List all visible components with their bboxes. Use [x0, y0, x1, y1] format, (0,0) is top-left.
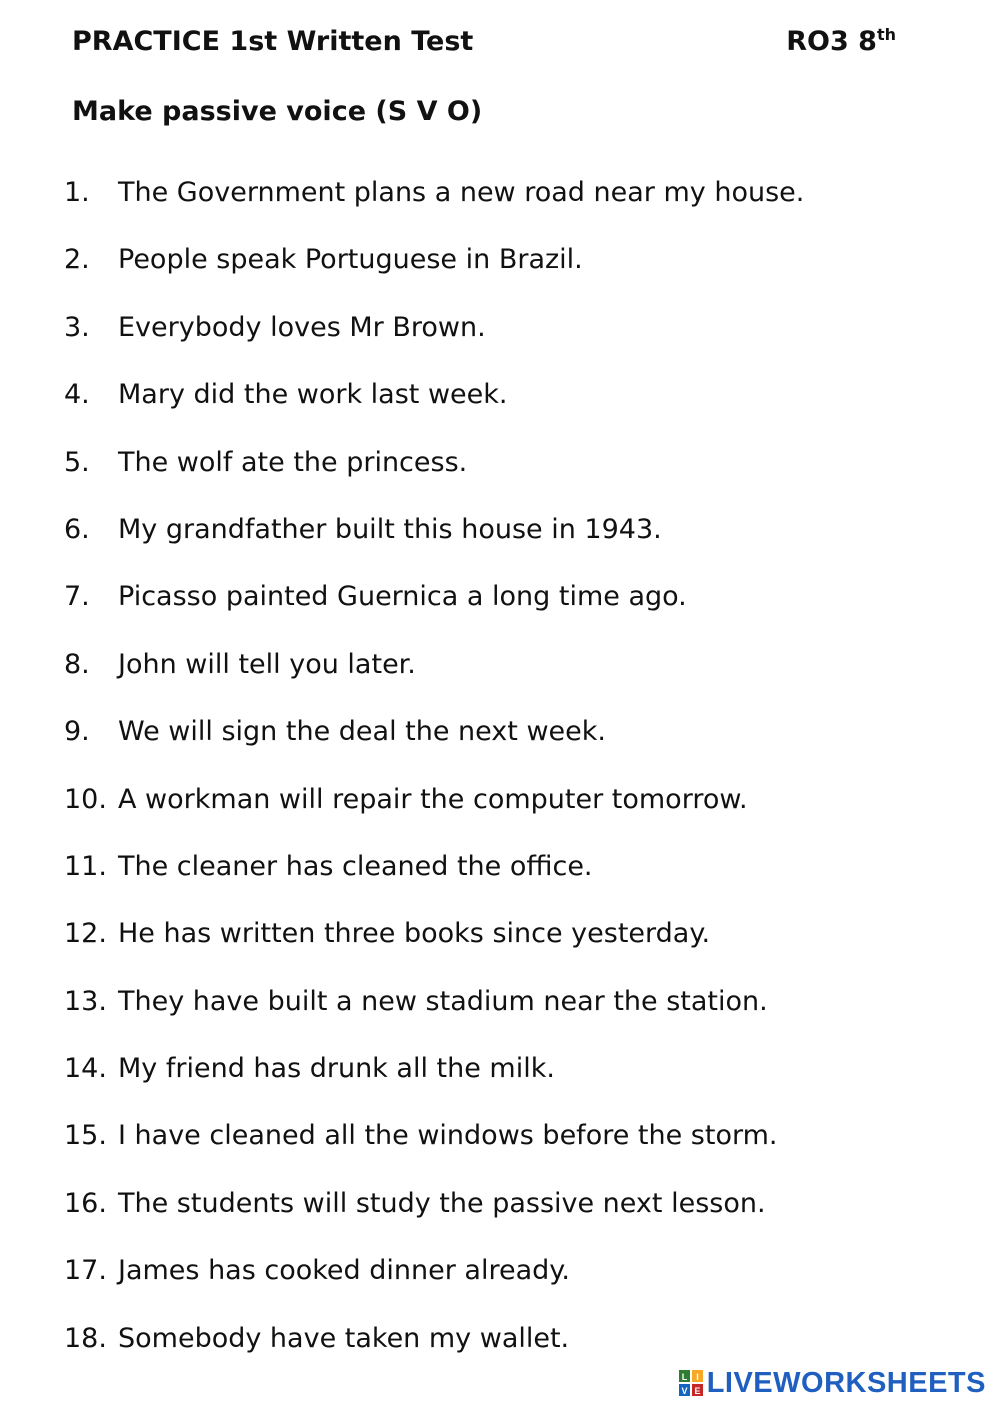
exercise-item	[64, 1048, 964, 1115]
class-code-text: RO3 8	[786, 26, 877, 57]
exercise-item	[64, 1115, 964, 1182]
logo-letter-l: L	[681, 1372, 687, 1382]
exercise-item	[64, 913, 964, 980]
exercise-number: 9.	[64, 716, 90, 748]
exercise-item	[64, 644, 964, 711]
exercise-item	[64, 846, 964, 913]
exercise-number: 11.	[64, 850, 107, 882]
exercise-number: 8.	[64, 648, 90, 680]
exercise-sentence: My grandfather built this house in 1943.	[118, 513, 662, 545]
exercise-number: 13.	[64, 985, 107, 1017]
exercise-number: 1.	[64, 177, 90, 208]
logo-letter-e: E	[694, 1386, 701, 1396]
exercise-number: 5.	[64, 446, 90, 478]
class-code	[786, 26, 896, 57]
exercise-sentence: People speak Portuguese in Brazil.	[118, 244, 583, 276]
liveworksheets-logo-icon	[679, 1370, 703, 1396]
exercise-item	[64, 307, 964, 374]
exercise-number: 18.	[64, 1322, 107, 1354]
exercise-item	[64, 239, 964, 306]
exercise-sentence: They have built a new stadium near the station.	[118, 985, 768, 1017]
exercise-number: 2.	[64, 244, 90, 276]
exercise-number: 14.	[64, 1053, 107, 1085]
exercise-sentence: Picasso painted Guernica a long time ago.	[118, 581, 687, 613]
logo-letter-i: I	[695, 1372, 699, 1382]
exercise-sentence: Everybody loves Mr Brown.	[118, 311, 486, 343]
exercise-sentence: James has cooked dinner already.	[118, 1255, 570, 1287]
logo-letter-v: V	[681, 1386, 688, 1396]
exercise-number: 3.	[64, 311, 90, 343]
exercise-item	[64, 1183, 964, 1250]
exercise-item	[64, 981, 964, 1048]
exercise-item	[64, 509, 964, 576]
exercise-item	[64, 576, 964, 643]
exercise-number: 17.	[64, 1255, 107, 1287]
exercise-sentence: I have cleaned all the windows before the storm.	[118, 1120, 778, 1152]
exercise-number: 10.	[64, 783, 107, 815]
exercise-sentence: The wolf ate the princess.	[118, 446, 468, 478]
exercise-list	[64, 172, 964, 1385]
exercise-sentence: He has written three books since yesterday.	[118, 918, 711, 950]
exercise-sentence: The cleaner has cleaned the office.	[118, 850, 593, 882]
exercise-item	[64, 779, 964, 846]
exercise-sentence: A workman will repair the computer tomorrow.	[118, 783, 748, 815]
exercise-sentence: Somebody have taken my wallet.	[118, 1322, 570, 1354]
exercise-sentence: The Government plans a new road near my house.	[118, 177, 805, 208]
exercise-item	[64, 1250, 964, 1317]
exercise-number: 4.	[64, 379, 90, 411]
exercise-item	[64, 711, 964, 778]
exercise-sentence: My friend has drunk all the milk.	[118, 1053, 555, 1085]
exercise-sentence: The students will study the passive next lesson.	[118, 1187, 766, 1219]
exercise-number: 15.	[64, 1120, 107, 1152]
class-code-superscript: th	[876, 25, 896, 44]
exercise-item	[64, 442, 964, 509]
exercise-sentence: Mary did the work last week.	[118, 379, 508, 411]
exercise-sentence: John will tell you later.	[118, 648, 416, 680]
exercise-number: 6.	[64, 513, 90, 545]
exercise-number: 7.	[64, 581, 90, 613]
exercise-item	[64, 172, 964, 239]
exercise-number: 16.	[64, 1187, 107, 1219]
branding	[679, 1366, 986, 1400]
exercise-item	[64, 374, 964, 441]
worksheet-title: PRACTICE 1st Written Test	[72, 26, 474, 57]
worksheet-header	[72, 26, 902, 66]
brand-name: LIVEWORKSHEETS	[706, 1366, 986, 1399]
exercise-sentence: We will sign the deal the next week.	[118, 716, 606, 748]
instructions: Make passive voice (S V O)	[72, 96, 483, 127]
exercise-number: 12.	[64, 918, 107, 950]
